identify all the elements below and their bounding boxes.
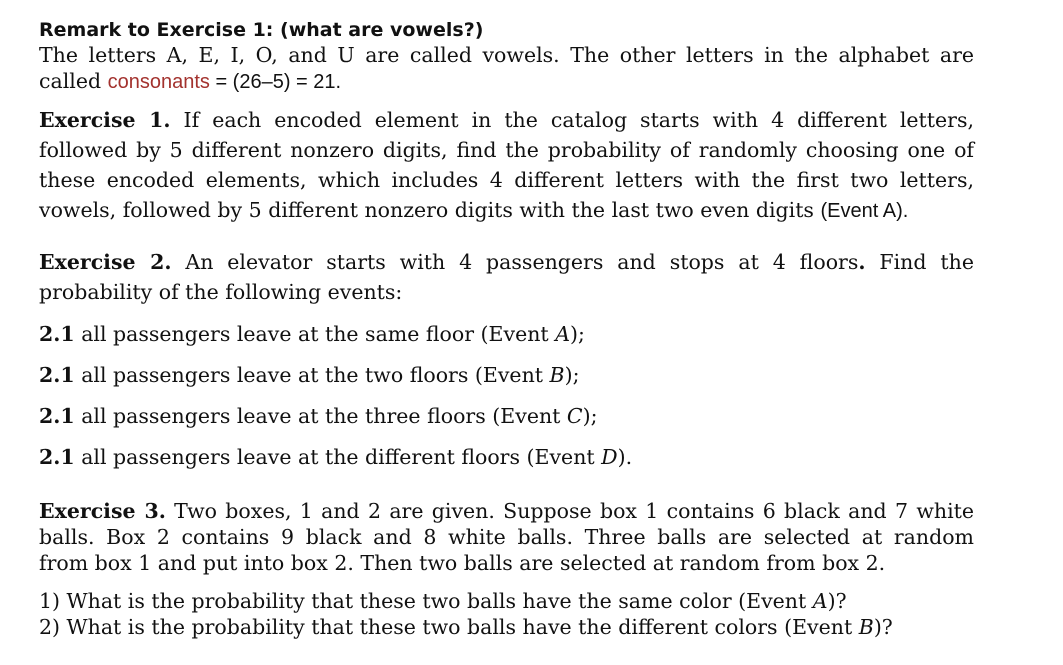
exercise2-item: 2.1 all passengers leave at the two floors (Event B);	[39, 363, 580, 387]
exercise2-item: 2.1 all passengers leave at the same floor (Event A);	[39, 322, 585, 346]
exercise3-line-3: from box 1 and put into box 2. Then two balls are selected at random from box 2.	[39, 551, 886, 575]
exercise1-line-4: vowels, followed by 5 different nonzero digits with the last two even digits (Event A).	[39, 198, 909, 222]
exercise2-line-1: Exercise 2. An elevator starts with 4 passengers and stops at 4 floors. Find the	[39, 250, 974, 274]
exercise2-item: 2.1 all passengers leave at the different floors (Event D).	[39, 445, 633, 469]
consonants-term: consonants	[107, 71, 210, 93]
exercise3-line-2: balls. Box 2 contains 9 black and 8 white balls. Three balls are selected at random	[39, 525, 974, 549]
remark-title: Remark to Exercise 1: (what are vowels?)	[39, 19, 484, 41]
exercise1-line-3: these encoded elements, which includes 4 different letters with the first two letters,	[39, 168, 974, 192]
exercise3-label: Exercise 3.	[39, 499, 166, 523]
exercise2-item: 2.1 all passengers leave at the three floors (Event C);	[39, 404, 598, 428]
exercise3-question-2: 2) What is the probability that these two balls have the different colors (Event B)?	[39, 615, 893, 639]
exercise2-label: Exercise 2.	[39, 250, 172, 274]
exercise1-line-2: followed by 5 different nonzero digits, find the probability of randomly choosing one of	[39, 138, 974, 162]
exercise1-line-1: Exercise 1. If each encoded element in the catalog starts with 4 different letters,	[39, 108, 974, 132]
exercise3-question-1: 1) What is the probability that these two balls have the same color (Event A)?	[39, 589, 847, 613]
remark-line-2: called consonants = (26–5) = 21.	[39, 69, 342, 93]
exercise1-label: Exercise 1.	[39, 108, 171, 132]
exercise2-line-2: probability of the following events:	[39, 280, 403, 304]
exercise3-line-1: Exercise 3. Two boxes, 1 and 2 are given. Suppose box 1 contains 6 black and 7 white	[39, 499, 974, 523]
remark-line-1: The letters A, E, I, O, and U are called vowels. The other letters in the alphabet are	[39, 43, 974, 67]
